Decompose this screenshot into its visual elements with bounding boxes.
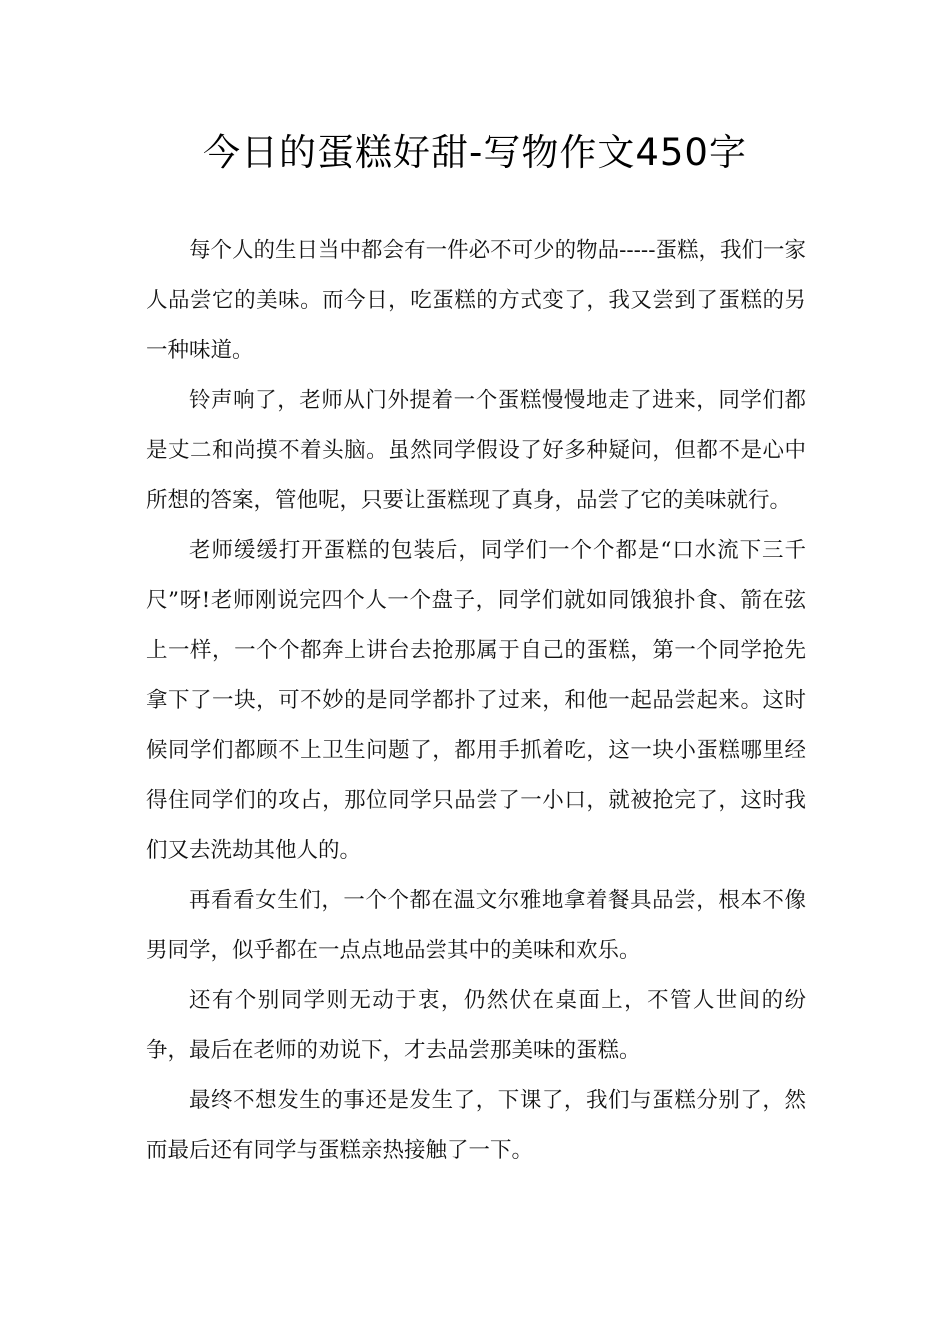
paragraph-3: 老师缓缓打开蛋糕的包装后，同学们一个个都是“口水流下三千尺”呀!老师刚说完四个人一个盘子，同学们就如同饿狼扑食、箭在弦上一样，一个个都奔上讲台去抢那属于自己的蛋糕，第一个同学抢先拿下了一块，可不妙的是同学都扑了过来，和他一起品尝起来。这时候同学们都顾不上卫生问题了，都用手抓着吃，这一块小蛋糕哪里经得住同学们的攻占，那位同学只品尝了一小口，就被抢完了，这时我们又去洗劫其他人的。 [146,538,806,863]
paragraph-1: 每个人的生日当中都会有一件必不可少的物品-----蛋糕，我们一家人品尝它的美味。而今日，吃蛋糕的方式变了，我又尝到了蛋糕的另一种味道。 [146,238,806,363]
paragraph-5: 还有个别同学则无动于衷，仍然伏在桌面上，不管人世间的纷争，最后在老师的劝说下，才去品尝那美味的蛋糕。 [146,988,806,1063]
paragraph-6: 最终不想发生的事还是发生了，下课了，我们与蛋糕分别了，然而最后还有同学与蛋糕亲热接触了一下。 [146,1088,806,1163]
document-body [146,226,806,1176]
paragraph-2: 铃声响了，老师从门外提着一个蛋糕慢慢地走了进来，同学们都是丈二和尚摸不着头脑。虽然同学假设了好多种疑问，但都不是心中所想的答案，管他呢，只要让蛋糕现了真身，品尝了它的美味就行。 [146,388,806,513]
paragraph-4: 再看看女生们，一个个都在温文尔雅地拿着餐具品尝，根本不像男同学，似乎都在一点点地品尝其中的美味和欢乐。 [146,888,806,963]
document-title: 今日的蛋糕好甜-写物作文450字 [203,131,747,174]
